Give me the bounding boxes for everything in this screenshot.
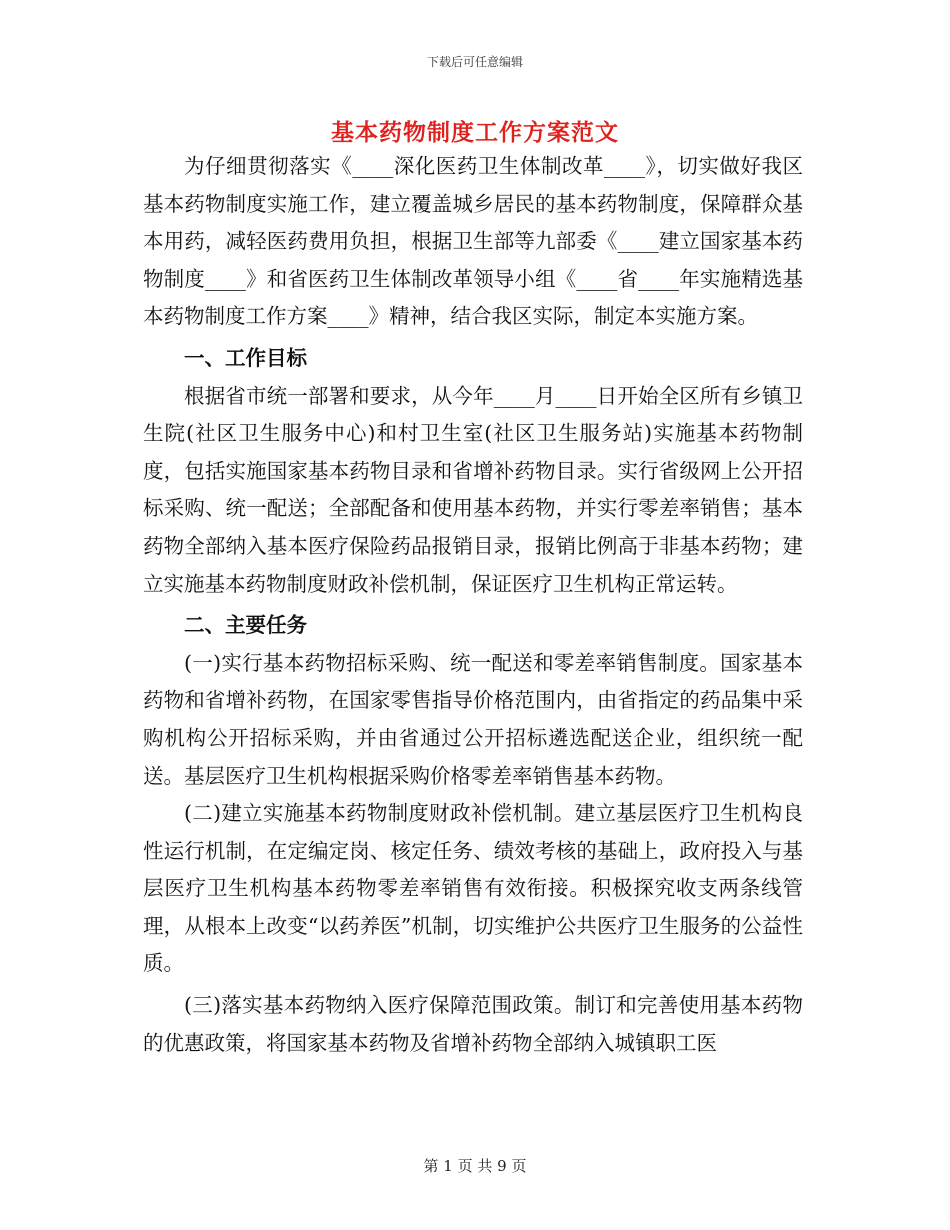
intro-paragraph: 为仔细贯彻落实《____深化医药卫生体制改革____》，切实做好我区基本药物制度实施工作，建立覆盖城乡居民的基本药物制度，保障群众基本用药，减轻医药费用负担，根据卫生部等九部委《____建立国家基本药物制度____》和省医药卫生体制改革领导小组《____省____年实施精选基本药物制度工作方案____》精神，结合我区实际，制定本实施方案。 xyxy=(143,154,803,329)
page-number-footer: 第 1 页 共 9 页 xyxy=(423,1157,527,1175)
section-heading-work-goals: 一、工作目标 xyxy=(184,345,307,370)
section-heading-main-tasks: 二、主要任务 xyxy=(184,613,307,638)
task-paragraph-2: (二)建立实施基本药物制度财政补偿机制。建立基层医疗卫生机构良性运行机制，在定编定岗、核定任务、绩效考核的基础上，政府投入与基层医疗卫生机构基本药物零差率销售有效衔接。积极探究收支两条线管理，从根本上改变“以药养医”机制，切实维护公共医疗卫生服务的公益性质。 xyxy=(143,801,803,976)
document-title: 基本药物制度工作方案范文 xyxy=(331,119,619,146)
work-goals-paragraph: 根据省市统一部署和要求，从今年____月____日开始全区所有乡镇卫生院(社区卫生服务中心)和村卫生室(社区卫生服务站)实施基本药物制度，包括实施国家基本药物目录和省增补药物目录。实行省级网上公开招标采购、统一配送；全部配备和使用基本药物，并实行零差率销售；基本药物全部纳入基本医疗保险药品报销目录，报销比例高于非基本药物；建立实施基本药物制度财政补偿机制，保证医疗卫生机构正常运转。 xyxy=(143,383,803,596)
header-note: 下载后可任意编辑 xyxy=(426,55,523,69)
task-paragraph-3: (三)落实基本药物纳入医疗保障范围政策。制订和完善使用基本药物的优惠政策，将国家基本药物及省增补药物全部纳入城镇职工医 xyxy=(143,993,803,1055)
task-paragraph-1: (一)实行基本药物招标采购、统一配送和零差率销售制度。国家基本药物和省增补药物，在国家零售指导价格范围内，由省指定的药品集中采购机构公开招标采购，并由省通过公开招标遴选配送企业，组织统一配送。基层医疗卫生机构根据采购价格零差率销售基本药物。 xyxy=(143,650,803,788)
document-body xyxy=(143,148,803,1062)
